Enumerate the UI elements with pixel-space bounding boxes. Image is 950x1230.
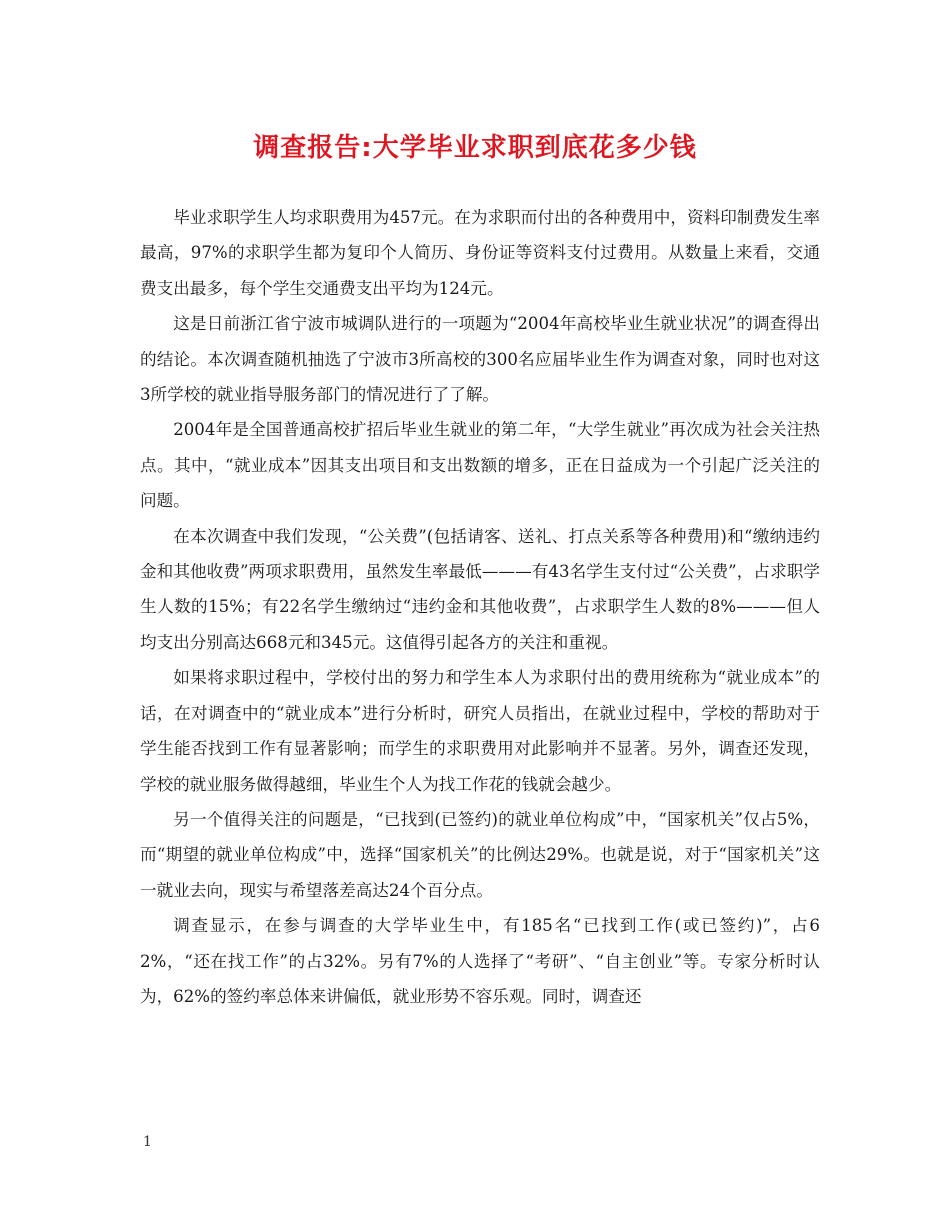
document-title: 调查报告:大学毕业求职到底花多少钱 — [253, 133, 697, 163]
paragraph-4: 在本次调查中我们发现，“公关费”(包括请客、送礼、打点关系等各种费用)和“缴纳违约金和其他收费”两项求职费用，虽然发生率最低———有43名学生支付过“公关费”，占求职学生人数的15%；有22名学生缴纳过“违约金和其他收费”，占求职学生人数的8%———但人均支出分别高达668元和345元。这值得引起各方的关注和重视。 — [140, 526, 820, 652]
page-number: 1 — [143, 1134, 152, 1150]
paragraph-6: 另一个值得关注的问题是，“已找到(已签约)的就业单位构成”中，“国家机关”仅占5%，而“期望的就业单位构成”中，选择“国家机关”的比例达29%。也就是说，对于“国家机关”这一就业去向，现实与希望落差高达24个百分点。 — [140, 809, 820, 900]
paragraph-2: 这是日前浙江省宁波市城调队进行的一项题为“2004年高校毕业生就业状况”的调查得出的结论。本次调查随机抽选了宁波市3所高校的300名应届毕业生作为调查对象，同时也对这3所学校的就业指导服务部门的情况进行了了解。 — [140, 314, 820, 405]
paragraph-1: 毕业求职学生人均求职费用为457元。在为求职而付出的各种费用中，资料印制费发生率最高，97%的求职学生都为复印个人简历、身份证等资料支付过费用。从数量上来看，交通费支出最多，每个学生交通费支出平均为124元。 — [140, 208, 820, 298]
paragraph-3: 2004年是全国普通高校扩招后毕业生就业的第二年，“大学生就业”再次成为社会关注热点。其中，“就业成本”因其支出项目和支出数额的增多，正在日益成为一个引起广泛关注的问题。 — [140, 420, 820, 511]
document-body — [140, 200, 820, 1014]
paragraph-5: 如果将求职过程中，学校付出的努力和学生本人为求职付出的费用统称为“就业成本”的话，在对调查中的“就业成本”进行分析时，研究人员指出，在就业过程中，学校的帮助对于学生能否找到工作有显著影响；而学生的求职费用对此影响并不显著。另外，调查还发现，学校的就业服务做得越细，毕业生个人为找工作花的钱就会越少。 — [140, 668, 820, 794]
paragraph-7: 调查显示，在参与调查的大学毕业生中，有185名“已找到工作(或已签约)”，占62%，“还在找工作”的占32%。另有7%的人选择了“考研”、“自主创业”等。专家分析时认为，62%的签约率总体来讲偏低，就业形势不容乐观。同时，调查还 — [140, 916, 820, 1006]
